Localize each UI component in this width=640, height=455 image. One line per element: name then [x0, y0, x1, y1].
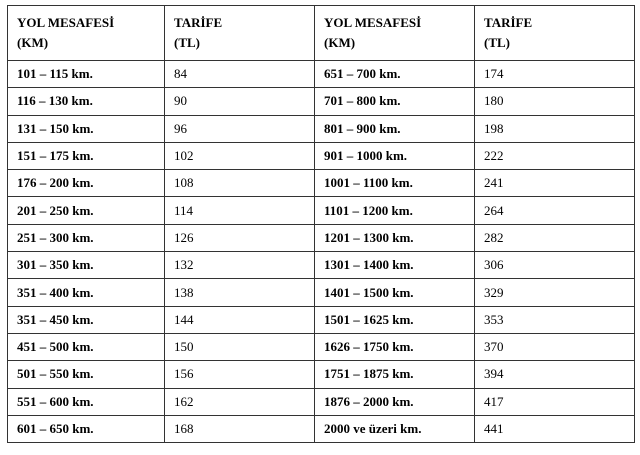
table-row	[8, 61, 635, 88]
left-tariff-cell: 90	[165, 88, 315, 115]
header-left-distance-line1: YOL MESAFESİ	[17, 15, 115, 30]
left-tariff-cell: 96	[165, 115, 315, 142]
right-distance-cell: 651 – 700 km.	[315, 61, 475, 88]
left-distance-cell: 101 – 115 km.	[8, 61, 165, 88]
table-row	[8, 415, 635, 442]
left-distance-cell: 501 – 550 km.	[8, 361, 165, 388]
table-header-row	[8, 6, 635, 61]
left-distance-cell: 151 – 175 km.	[8, 142, 165, 169]
left-tariff-cell: 126	[165, 224, 315, 251]
right-distance-cell: 801 – 900 km.	[315, 115, 475, 142]
right-tariff-cell: 222	[475, 142, 635, 169]
right-distance-cell: 1401 – 1500 km.	[315, 279, 475, 306]
right-tariff-cell: 353	[475, 306, 635, 333]
right-tariff-cell: 180	[475, 88, 635, 115]
right-distance-cell: 1001 – 1100 km.	[315, 170, 475, 197]
left-distance-cell: 451 – 500 km.	[8, 333, 165, 360]
left-tariff-cell: 114	[165, 197, 315, 224]
right-distance-cell: 1626 – 1750 km.	[315, 333, 475, 360]
table-row	[8, 142, 635, 169]
right-distance-cell: 1101 – 1200 km.	[315, 197, 475, 224]
left-tariff-cell: 138	[165, 279, 315, 306]
right-distance-cell: 901 – 1000 km.	[315, 142, 475, 169]
left-distance-cell: 251 – 300 km.	[8, 224, 165, 251]
left-tariff-cell: 162	[165, 388, 315, 415]
header-left-tariff-line2: (TL)	[174, 35, 200, 50]
right-distance-cell: 1301 – 1400 km.	[315, 252, 475, 279]
right-distance-cell: 2000 ve üzeri km.	[315, 415, 475, 442]
header-right-tariff	[475, 6, 635, 61]
table-row	[8, 197, 635, 224]
left-distance-cell: 131 – 150 km.	[8, 115, 165, 142]
left-tariff-cell: 102	[165, 142, 315, 169]
right-tariff-cell: 441	[475, 415, 635, 442]
table-row	[8, 306, 635, 333]
header-right-tariff-line1: TARİFE	[484, 15, 533, 30]
right-tariff-cell: 370	[475, 333, 635, 360]
left-distance-cell: 116 – 130 km.	[8, 88, 165, 115]
right-distance-cell: 1751 – 1875 km.	[315, 361, 475, 388]
left-tariff-cell: 132	[165, 252, 315, 279]
right-distance-cell: 1501 – 1625 km.	[315, 306, 475, 333]
left-tariff-cell: 156	[165, 361, 315, 388]
table-row	[8, 388, 635, 415]
table-row	[8, 88, 635, 115]
left-tariff-cell: 144	[165, 306, 315, 333]
tariff-table	[7, 5, 635, 443]
right-distance-cell: 1876 – 2000 km.	[315, 388, 475, 415]
right-tariff-cell: 329	[475, 279, 635, 306]
header-right-distance	[315, 6, 475, 61]
left-tariff-cell: 108	[165, 170, 315, 197]
header-right-distance-line2: (KM)	[324, 35, 356, 50]
right-tariff-cell: 282	[475, 224, 635, 251]
header-left-tariff-line1: TARİFE	[174, 15, 223, 30]
right-tariff-cell: 174	[475, 61, 635, 88]
table-row	[8, 170, 635, 197]
right-distance-cell: 1201 – 1300 km.	[315, 224, 475, 251]
right-tariff-cell: 394	[475, 361, 635, 388]
left-distance-cell: 351 – 450 km.	[8, 306, 165, 333]
right-distance-cell: 701 – 800 km.	[315, 88, 475, 115]
right-tariff-cell: 306	[475, 252, 635, 279]
table-row	[8, 279, 635, 306]
table-row	[8, 333, 635, 360]
header-right-distance-line1: YOL MESAFESİ	[324, 15, 422, 30]
left-distance-cell: 201 – 250 km.	[8, 197, 165, 224]
left-distance-cell: 601 – 650 km.	[8, 415, 165, 442]
header-left-tariff	[165, 6, 315, 61]
right-tariff-cell: 198	[475, 115, 635, 142]
left-distance-cell: 551 – 600 km.	[8, 388, 165, 415]
left-distance-cell: 301 – 350 km.	[8, 252, 165, 279]
header-left-distance-line2: (KM)	[17, 35, 49, 50]
table-row	[8, 252, 635, 279]
left-tariff-cell: 150	[165, 333, 315, 360]
left-distance-cell: 351 – 400 km.	[8, 279, 165, 306]
right-tariff-cell: 417	[475, 388, 635, 415]
left-distance-cell: 176 – 200 km.	[8, 170, 165, 197]
table-row	[8, 361, 635, 388]
right-tariff-cell: 241	[475, 170, 635, 197]
table-row	[8, 115, 635, 142]
table-row	[8, 224, 635, 251]
header-left-distance	[8, 6, 165, 61]
left-tariff-cell: 84	[165, 61, 315, 88]
left-tariff-cell: 168	[165, 415, 315, 442]
right-tariff-cell: 264	[475, 197, 635, 224]
header-right-tariff-line2: (TL)	[484, 35, 510, 50]
